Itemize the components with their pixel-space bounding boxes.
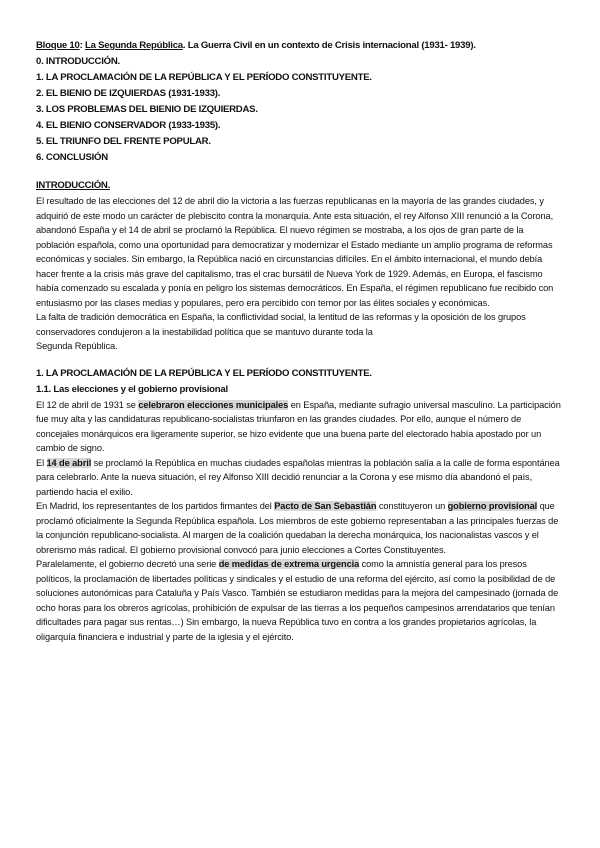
section1-paragraph-2 xyxy=(36,456,564,500)
document-title xyxy=(36,38,564,54)
index-item-1: 1. LA PROCLAMACIÓN DE LA REPÚBLICA Y EL PERÍODO CONSTITUYENTE. xyxy=(36,72,372,83)
section1-heading: 1. LA PROCLAMACIÓN DE LA REPÚBLICA Y EL PERÍODO CONSTITUYENTE. xyxy=(36,367,372,379)
index-item-6: 6. CONCLUSIÓN xyxy=(36,152,108,163)
bloque-rest: . La Guerra Civil en un contexto de Crisis internacional (1931- 1939). xyxy=(182,40,476,51)
highlight: Pacto de San Sebastián xyxy=(274,501,377,511)
index-list xyxy=(36,54,564,166)
index-item-5: 5. EL TRIUNFO DEL FRENTE POPULAR. xyxy=(36,136,211,147)
index-item-3: 3. LOS PROBLEMAS DEL BIENIO DE IZQUIERDAS. xyxy=(36,104,258,115)
bloque-topic: La Segunda República xyxy=(84,40,183,51)
intro-paragraph-2-end: Segunda República. xyxy=(36,341,118,351)
text-run: Paralelamente, el gobierno decretó una serie xyxy=(36,559,219,569)
text-run: como la amnistía general para los presos políticos, la proclamación de libertades políticas y sindicales y el estudio de una reforma del ejército, así como la posibilidad de de soluciones autonómicas para Cataluña y País Vasco. También se estudiaron medidas para la mejora del campesinado (jornada de ocho horas para los obreros agrícolas, prohibición de expulsar de las tierras a los pequeños campesinos arrendatarios que tenían dificultades para pagar sus rentas…) Sin embargo, la nueva República tuvo en contra a los grandes propietarios agrícolas, la oligarquía financiera e industrial y parte de la iglesia y el ejército. xyxy=(36,559,559,642)
index-item-0: 0. INTRODUCCIÓN. xyxy=(36,56,120,67)
text-run: se proclamó la República en muchas ciudades españolas mientras la población salía a la calle de forma espontánea para celebrarlo. Ante la nueva situación, el rey Alfonso XIII decidió renunciar a la Corona y ese mismo día abandonó el país, partiendo hacia el exilio. xyxy=(36,457,560,497)
text-run: El 12 de abril de 1931 se xyxy=(36,399,139,410)
highlight: 14 de abril xyxy=(46,457,92,468)
text-run: que proclamó oficialmente la Segunda República española. Los miembros de este gobierno representaban a las principales fuerzas de la conjunción republicano-socialista. Al margen de la coalición quedaban la derecha monárquica, los nacionalistas vascos y el obrerismo más radical. El gobierno provisional convocó para junio elecciones a Cortes Constituyentes. xyxy=(36,501,559,555)
spacer xyxy=(36,354,564,366)
bloque-prefix: Bloque 10 xyxy=(36,40,80,51)
highlight: de medidas de extrema urgencia xyxy=(218,559,360,569)
section1-paragraph-1 xyxy=(36,398,564,456)
document-content xyxy=(36,38,564,644)
section1-subheading: 1.1. Las elecciones y el gobierno provisional xyxy=(36,383,228,395)
text-run: En Madrid, los representantes de los partidos firmantes del xyxy=(36,501,275,511)
intro-paragraph-2: La falta de tradición democrática en España, la conflictividad social, la lentitud de las reformas y la oposición de los grupos conservadores condujeron a la inestabilidad política que se mantuvo durante toda la xyxy=(36,312,526,337)
section1-paragraph-4 xyxy=(36,557,564,644)
intro-paragraph-1: El resultado de las elecciones del 12 de abril dio la victoria a las fuerzas republicanas en la mayoría de las grandes ciudades, y adquirió de este modo un carácter de plebiscito contra la monarquía. Ante esta situación, el rey Alfonso XIII renunció a la Corona, abandonó España y el 14 de abril se proclamó la República. El nuevo régimen se mostraba, a los ojos de gran parte de la población española, como una oportunidad para democratizar y modernizar el Estado mediante un amplio programa de reformas económicas y sociales. Sin embargo, la República nació en circunstancias difíciles. En el ámbito internacional, el mundo debía hacer frente a la crisis más grave del capitalismo, tras el crac bursátil de Nueva York de 1929. Además, en Europa, el fascismo había comenzado su escalada y ponía en peligro los sistemas democráticos. En España, el régimen republicano fue recibido con entusiasmo por las clases medias y populares, pero era percibido con temor por las élites sociales y económicas. xyxy=(36,196,554,308)
highlight: celebraron elecciones municipales xyxy=(138,399,289,410)
text-run: constituyeron un xyxy=(376,501,448,511)
intro-heading: INTRODUCCIÓN. xyxy=(36,180,111,191)
bloque-sep: : xyxy=(79,40,85,51)
section1-paragraph-3 xyxy=(36,499,564,557)
spacer xyxy=(36,166,564,178)
text-run: El xyxy=(36,457,47,468)
index-item-2: 2. EL BIENIO DE IZQUIERDAS (1931-1933). xyxy=(36,88,221,99)
index-item-4: 4. EL BIENIO CONSERVADOR (1933-1935). xyxy=(36,120,221,131)
highlight: gobierno provisional xyxy=(447,501,538,511)
text-run: en España, mediante sufragio universal masculino. La participación fue muy alta y las candidaturas republicano-socialistas triunfaron en las grandes ciudades. Por ello, aunque el número de concejales monárquicos era ligeramente superior, se hizo evidente que una buena parte del electorado había apostado por un cambio de signo. xyxy=(36,399,561,453)
